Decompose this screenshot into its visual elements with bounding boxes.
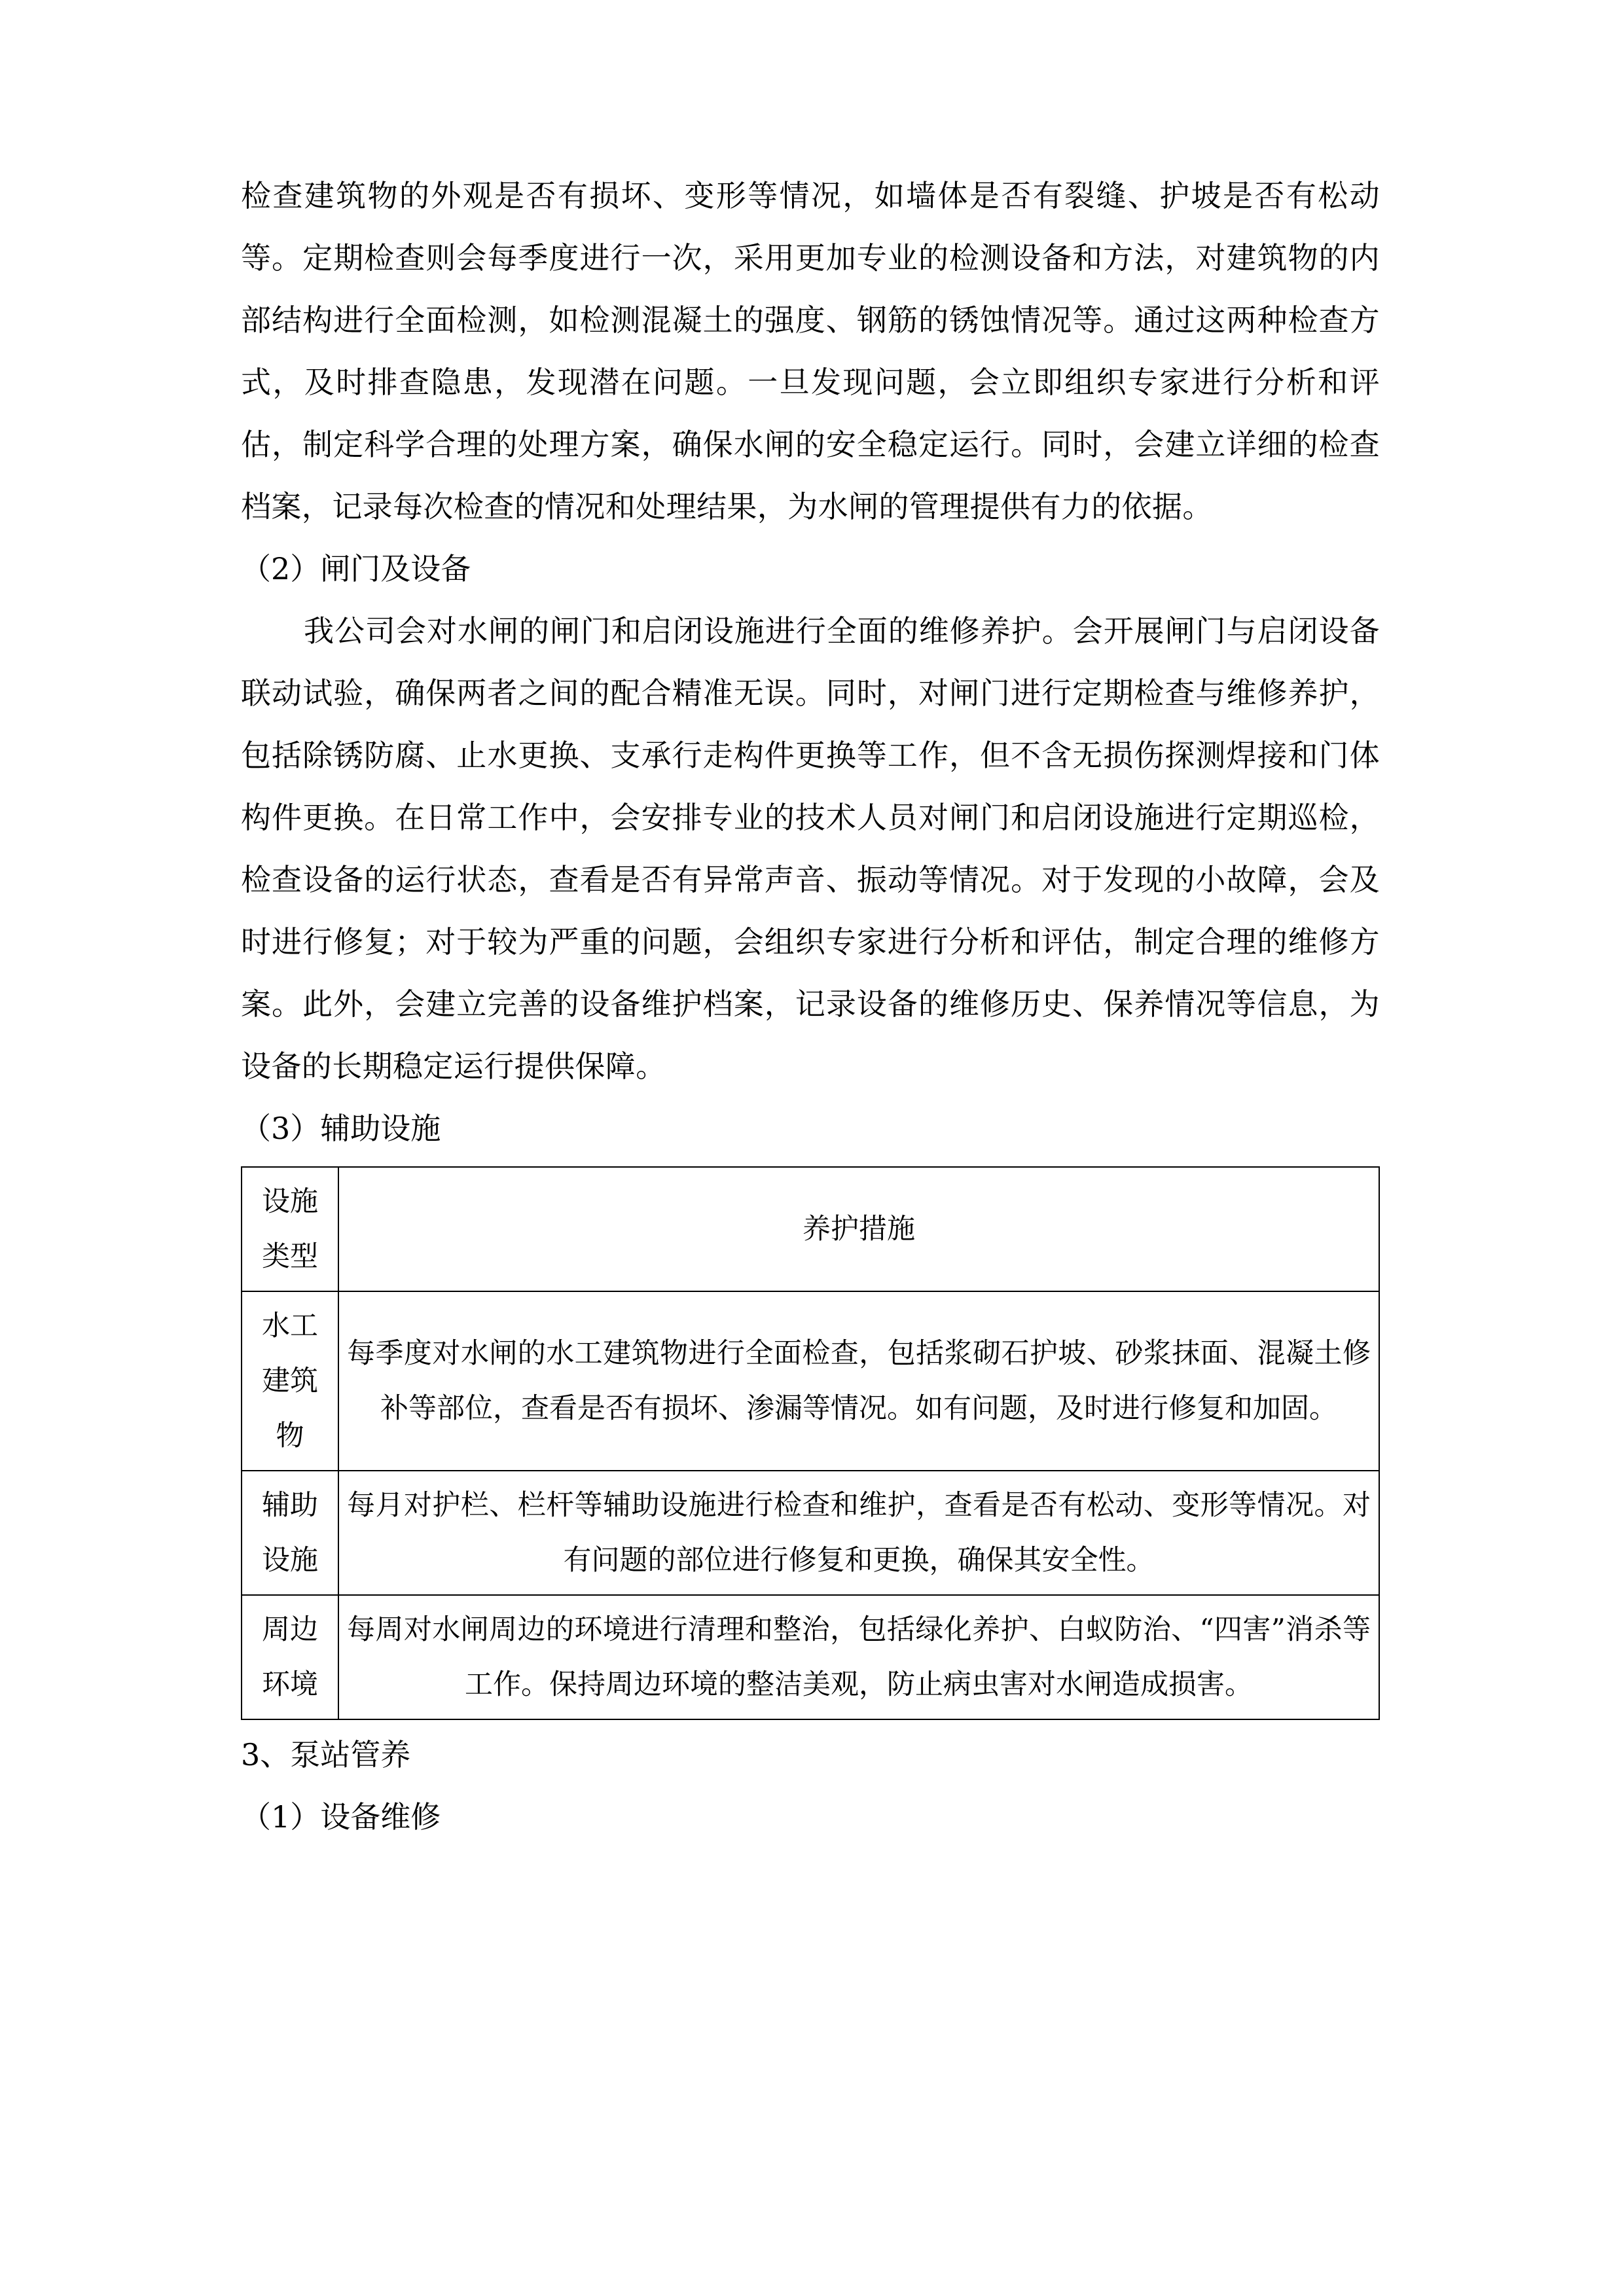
page-content <box>241 165 1380 1848</box>
auxiliary-facilities-table <box>241 1166 1380 1720</box>
table-header-maintenance-measure: 养护措施 <box>338 1167 1379 1291</box>
table-row <box>242 1291 1379 1471</box>
table-cell-maintenance-measure: 每月对护栏、栏杆等辅助设施进行检查和维护，查看是否有松动、变形等情况。对有问题的部位进行修复和更换，确保其安全性。 <box>338 1471 1379 1595</box>
table-header-row <box>242 1167 1379 1291</box>
continuation-paragraph: 检查建筑物的外观是否有损坏、变形等情况，如墙体是否有裂缝、护坡是否有松动等。定期检查则会每季度进行一次，采用更加专业的检测设备和方法，对建筑物的内部结构进行全面检测，如检测混凝土的强度、钢筋的锈蚀情况等。通过这两种检查方式，及时排查隐患，发现潜在问题。一旦发现问题，会立即组织专家进行分析和评估，制定科学合理的处理方案，确保水闸的安全稳定运行。同时，会建立详细的检查档案，记录每次检查的情况和处理结果，为水闸的管理提供有力的依据。 <box>241 178 1380 524</box>
heading-auxiliary-facilities: （3）辅助设施 <box>241 1111 441 1146</box>
table-cell-facility-type: 水工建筑物 <box>242 1291 338 1471</box>
table-cell-maintenance-measure: 每季度对水闸的水工建筑物进行全面检查，包括浆砌石护坡、砂浆抹面、混凝土修补等部位，查看是否有损坏、渗漏等情况。如有问题，及时进行修复和加固。 <box>338 1291 1379 1471</box>
paragraph-gate-equipment: 我公司会对水闸的闸门和启闭设施进行全面的维修养护。会开展闸门与启闭设备联动试验，确保两者之间的配合精准无误。同时，对闸门进行定期检查与维修养护，包括除锈防腐、止水更换、支承行走构件更换等工作，但不含无损伤探测焊接和门体构件更换。在日常工作中，会安排专业的技术人员对闸门和启闭设施进行定期巡检，检查设备的运行状态，查看是否有异常声音、振动等情况。对于发现的小故障，会及时进行修复；对于较为严重的问题，会组织专家进行分析和评估，制定合理的维修方案。此外，会建立完善的设备维护档案，记录设备的维修历史、保养情况等信息，为设备的长期稳定运行提供保障。 <box>241 613 1380 1084</box>
table-row <box>242 1471 1379 1595</box>
table-header-facility-type: 设施类型 <box>242 1167 338 1291</box>
table-cell-facility-type: 周边环境 <box>242 1595 338 1719</box>
heading-gate-equipment: （2）闸门及设备 <box>241 551 471 586</box>
table-row <box>242 1595 1379 1719</box>
table-cell-facility-type: 辅助设施 <box>242 1471 338 1595</box>
table-cell-maintenance-measure: 每周对水闸周边的环境进行清理和整治，包括绿化养护、白蚁防治、“四害”消杀等工作。保持周边环境的整洁美观，防止病虫害对水闸造成损害。 <box>338 1595 1379 1719</box>
heading-pump-station: 3、泵站管养 <box>241 1737 411 1772</box>
subheading-equipment-repair: （1）设备维修 <box>241 1799 441 1835</box>
